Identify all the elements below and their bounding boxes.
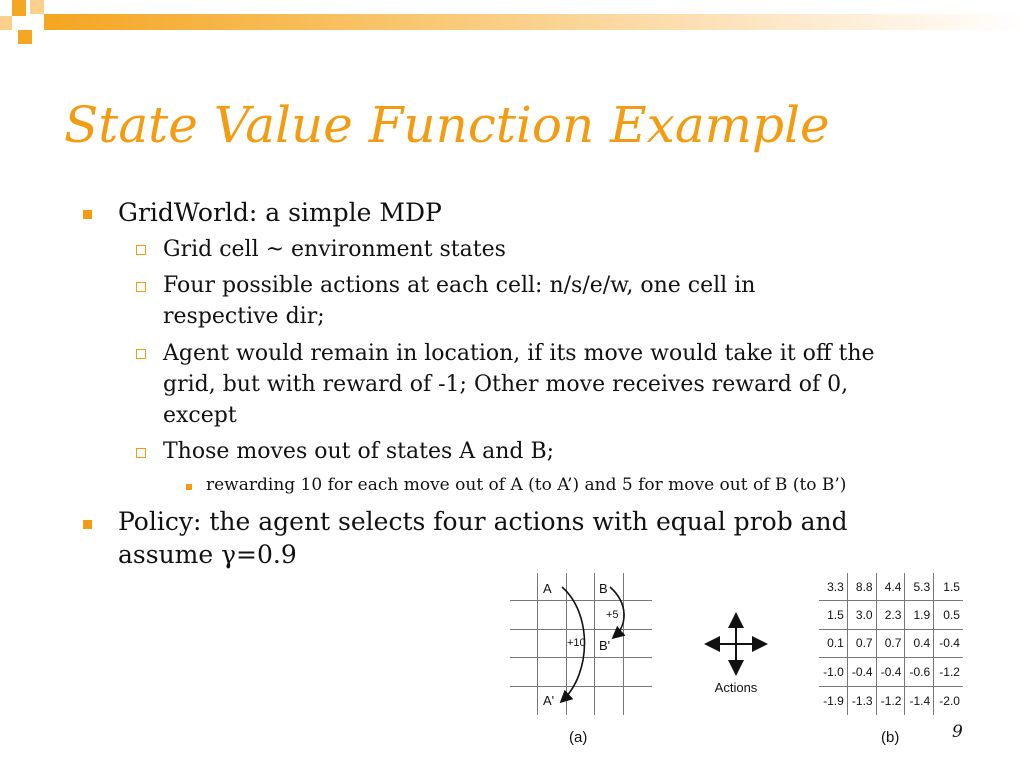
bullet-marker bbox=[136, 349, 146, 359]
bullet-text: Grid cell ~ environment states bbox=[163, 237, 506, 262]
deco-square bbox=[0, 16, 12, 30]
slide-title: State Value Function Example bbox=[64, 96, 830, 154]
state-a-prime-label: A' bbox=[543, 693, 555, 708]
bullet-text: rewarding 10 for each move out of A (to A’) and 5 for move out of B (to B’) bbox=[206, 475, 847, 495]
value-cell: -1.2 bbox=[934, 658, 963, 686]
bullet-marker bbox=[136, 448, 146, 458]
bullet-marker bbox=[136, 282, 146, 292]
value-cell: 3.0 bbox=[848, 601, 877, 629]
value-cell: -1.2 bbox=[877, 687, 906, 715]
value-cell: 0.7 bbox=[877, 630, 906, 658]
bullet-text: Those moves out of states A and B; bbox=[163, 439, 555, 464]
value-cell: 3.3 bbox=[819, 573, 848, 601]
value-cell: -2.0 bbox=[939, 693, 960, 708]
bullet-text: respective dir; bbox=[163, 304, 325, 329]
bullet-text: assume γ=0.9 bbox=[118, 540, 297, 569]
value-cell: 8.8 bbox=[848, 573, 877, 601]
four-way-arrow-icon bbox=[700, 612, 772, 676]
bullet-text: Four possible actions at each cell: n/s/e/w, one cell in bbox=[163, 273, 756, 298]
value-cell: -0.4 bbox=[877, 658, 906, 686]
bullet-marker bbox=[136, 245, 146, 255]
actions-diagram bbox=[700, 612, 772, 702]
page-number: 9 bbox=[952, 722, 963, 742]
state-b-label: B bbox=[599, 581, 608, 596]
value-cell: -0.6 bbox=[905, 658, 934, 686]
value-cell: -1.4 bbox=[905, 687, 934, 715]
value-cell: 0.7 bbox=[848, 630, 877, 658]
value-grid-figure bbox=[819, 573, 963, 715]
value-cell: -0.4 bbox=[934, 630, 963, 658]
deco-square bbox=[30, 0, 44, 14]
value-cell: 4.4 bbox=[877, 573, 906, 601]
bullet-text: Agent would remain in location, if its move would take it off the bbox=[163, 341, 875, 366]
actions-label: Actions bbox=[714, 680, 758, 695]
gridworld-figure bbox=[510, 573, 652, 715]
value-cell: -1.9 bbox=[819, 687, 848, 715]
value-cell: 0.5 bbox=[934, 601, 963, 629]
bullet-text: Policy: the agent selects four actions with equal prob and bbox=[118, 507, 848, 536]
value-cell: 2.3 bbox=[877, 601, 906, 629]
bullet-marker bbox=[83, 520, 92, 529]
bullet-text: GridWorld: a simple MDP bbox=[118, 198, 442, 227]
value-cell: 0.1 bbox=[819, 630, 848, 658]
value-cell: 1.5 bbox=[819, 601, 848, 629]
value-cell: -0.4 bbox=[848, 658, 877, 686]
value-cell: 1.9 bbox=[905, 601, 934, 629]
deco-square bbox=[44, 14, 62, 30]
state-a-label: A bbox=[543, 581, 552, 596]
bullet-text: except bbox=[163, 403, 237, 428]
value-cell: -1.3 bbox=[848, 687, 877, 715]
deco-square bbox=[12, 0, 26, 16]
bullet-text: grid, but with reward of -1; Other move receives reward of 0, bbox=[163, 372, 849, 397]
deco-square bbox=[18, 30, 32, 44]
bullet-marker bbox=[186, 484, 192, 490]
value-cell: -1.0 bbox=[819, 658, 848, 686]
figure-b-caption: (b) bbox=[881, 729, 900, 746]
value-cell: 1.5 bbox=[934, 573, 963, 601]
figure-a-caption: (a) bbox=[569, 729, 588, 746]
header-gradient-bar bbox=[52, 14, 1024, 30]
value-grid bbox=[819, 573, 963, 715]
reward-b-label: +5 bbox=[606, 609, 619, 621]
reward-a-label: +10 bbox=[567, 637, 586, 649]
value-cell: 5.3 bbox=[905, 573, 934, 601]
value-cell: 0.4 bbox=[905, 630, 934, 658]
state-b-prime-label: B' bbox=[599, 638, 611, 653]
bullet-marker bbox=[83, 210, 92, 219]
